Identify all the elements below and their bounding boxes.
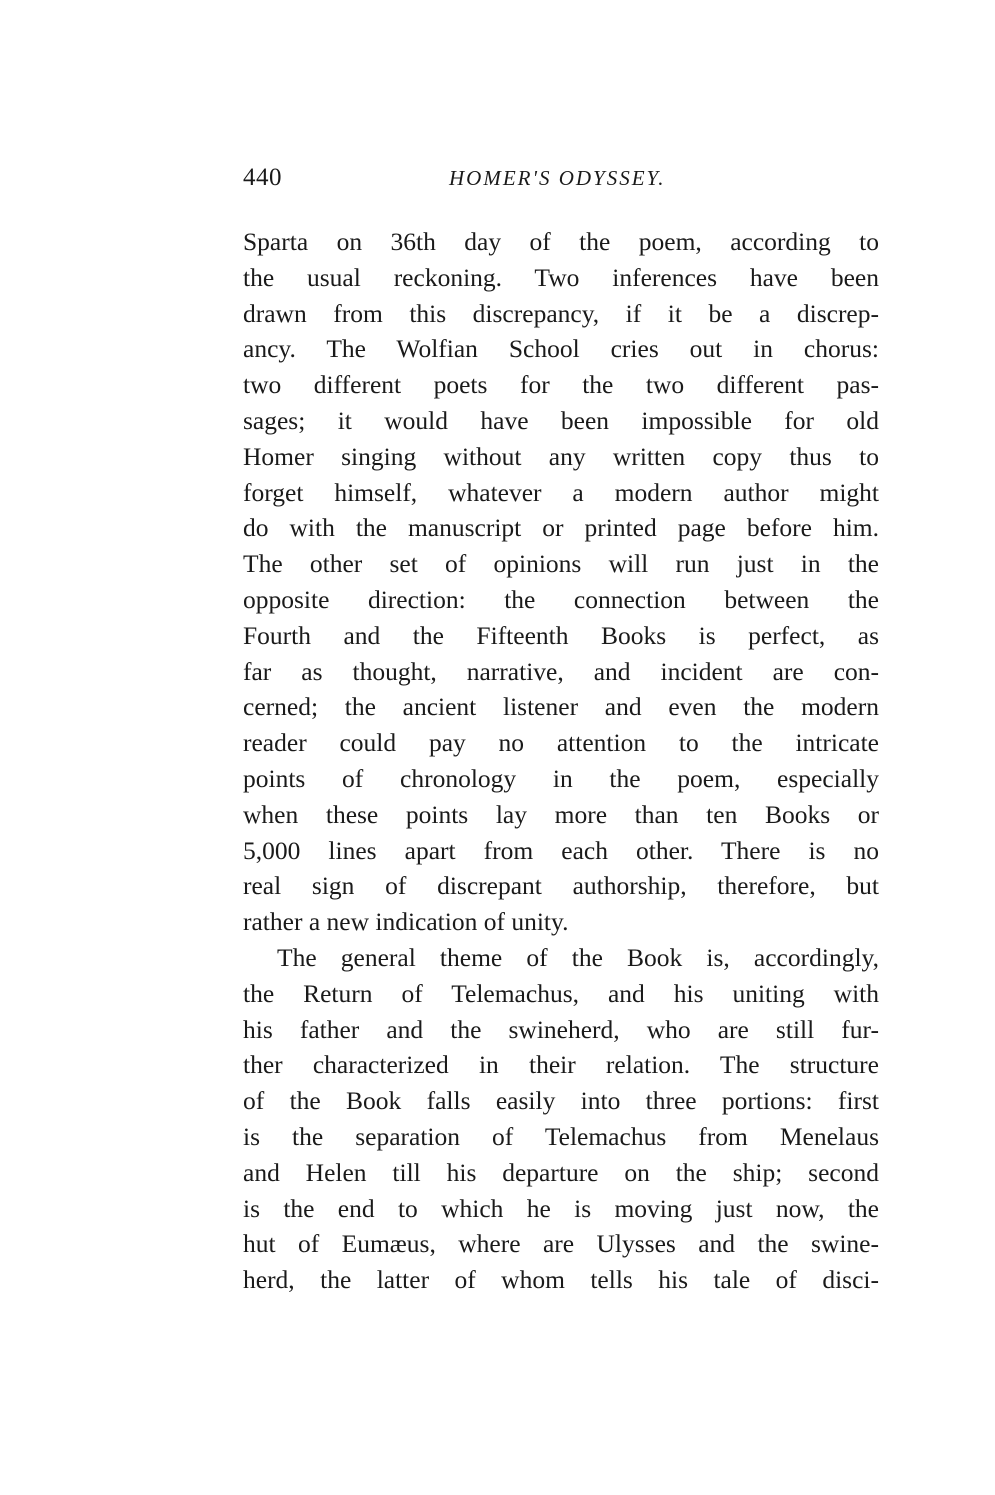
- text-line: Homer singing without any written copy thus to: [243, 441, 879, 471]
- text-line: ther characterized in their relation. The structure: [243, 1050, 879, 1080]
- text-line: cerned; the ancient listener and even the modern: [243, 692, 879, 722]
- text-line: his father and the swineherd, who are still fur-: [243, 1014, 879, 1044]
- text-line: points of chronology in the poem, especially: [243, 763, 879, 793]
- text-line: hut of Eumæus, where are Ulysses and the swine-: [243, 1229, 879, 1259]
- text-line: forget himself, whatever a modern author might: [243, 477, 879, 507]
- text-line: is the separation of Telemachus from Menelaus: [243, 1121, 879, 1151]
- text-line: real sign of discrepant authorship, therefore, but: [243, 871, 879, 901]
- text-line: opposite direction: the connection between the: [243, 584, 879, 614]
- text-line: of the Book falls easily into three portions: first: [243, 1086, 879, 1116]
- text-line: the Return of Telemachus, and his uniting with: [243, 978, 879, 1008]
- body-text: [243, 224, 879, 1298]
- running-head: [243, 164, 879, 198]
- text-line: is the end to which he is moving just now, the: [243, 1193, 879, 1223]
- text-line: drawn from this discrepancy, if it be a discrep-: [243, 298, 879, 328]
- text-line: the usual reckoning. Two inferences have been: [243, 262, 879, 292]
- text-line: far as thought, narrative, and incident are con-: [243, 656, 879, 686]
- paragraph-start-line: The general theme of the Book is, accordingly,: [277, 942, 879, 972]
- text-line: and Helen till his departure on the ship; second: [243, 1157, 879, 1187]
- text-line: sages; it would have been impossible for old: [243, 405, 879, 435]
- paragraph-end-line: rather a new indication of unity.: [243, 907, 569, 937]
- text-line: Sparta on 36th day of the poem, according to: [243, 227, 879, 256]
- text-line: 5,000 lines apart from each other. There is no: [243, 835, 879, 865]
- text-line: ancy. The Wolfian School cries out in chorus:: [243, 334, 879, 364]
- text-line: two different poets for the two different pas-: [243, 370, 879, 400]
- text-line: when these points lay more than ten Books or: [243, 799, 879, 829]
- text-line: reader could pay no attention to the intricate: [243, 728, 879, 758]
- text-line: Fourth and the Fifteenth Books is perfect, as: [243, 620, 879, 650]
- text-line: herd, the latter of whom tells his tale of disci-: [243, 1265, 879, 1295]
- text-line: do with the manuscript or printed page before him.: [243, 513, 879, 543]
- running-title: HOMER'S ODYSSEY.: [449, 166, 666, 190]
- page-number: 440: [243, 164, 282, 191]
- text-line: The other set of opinions will run just in the: [243, 549, 879, 579]
